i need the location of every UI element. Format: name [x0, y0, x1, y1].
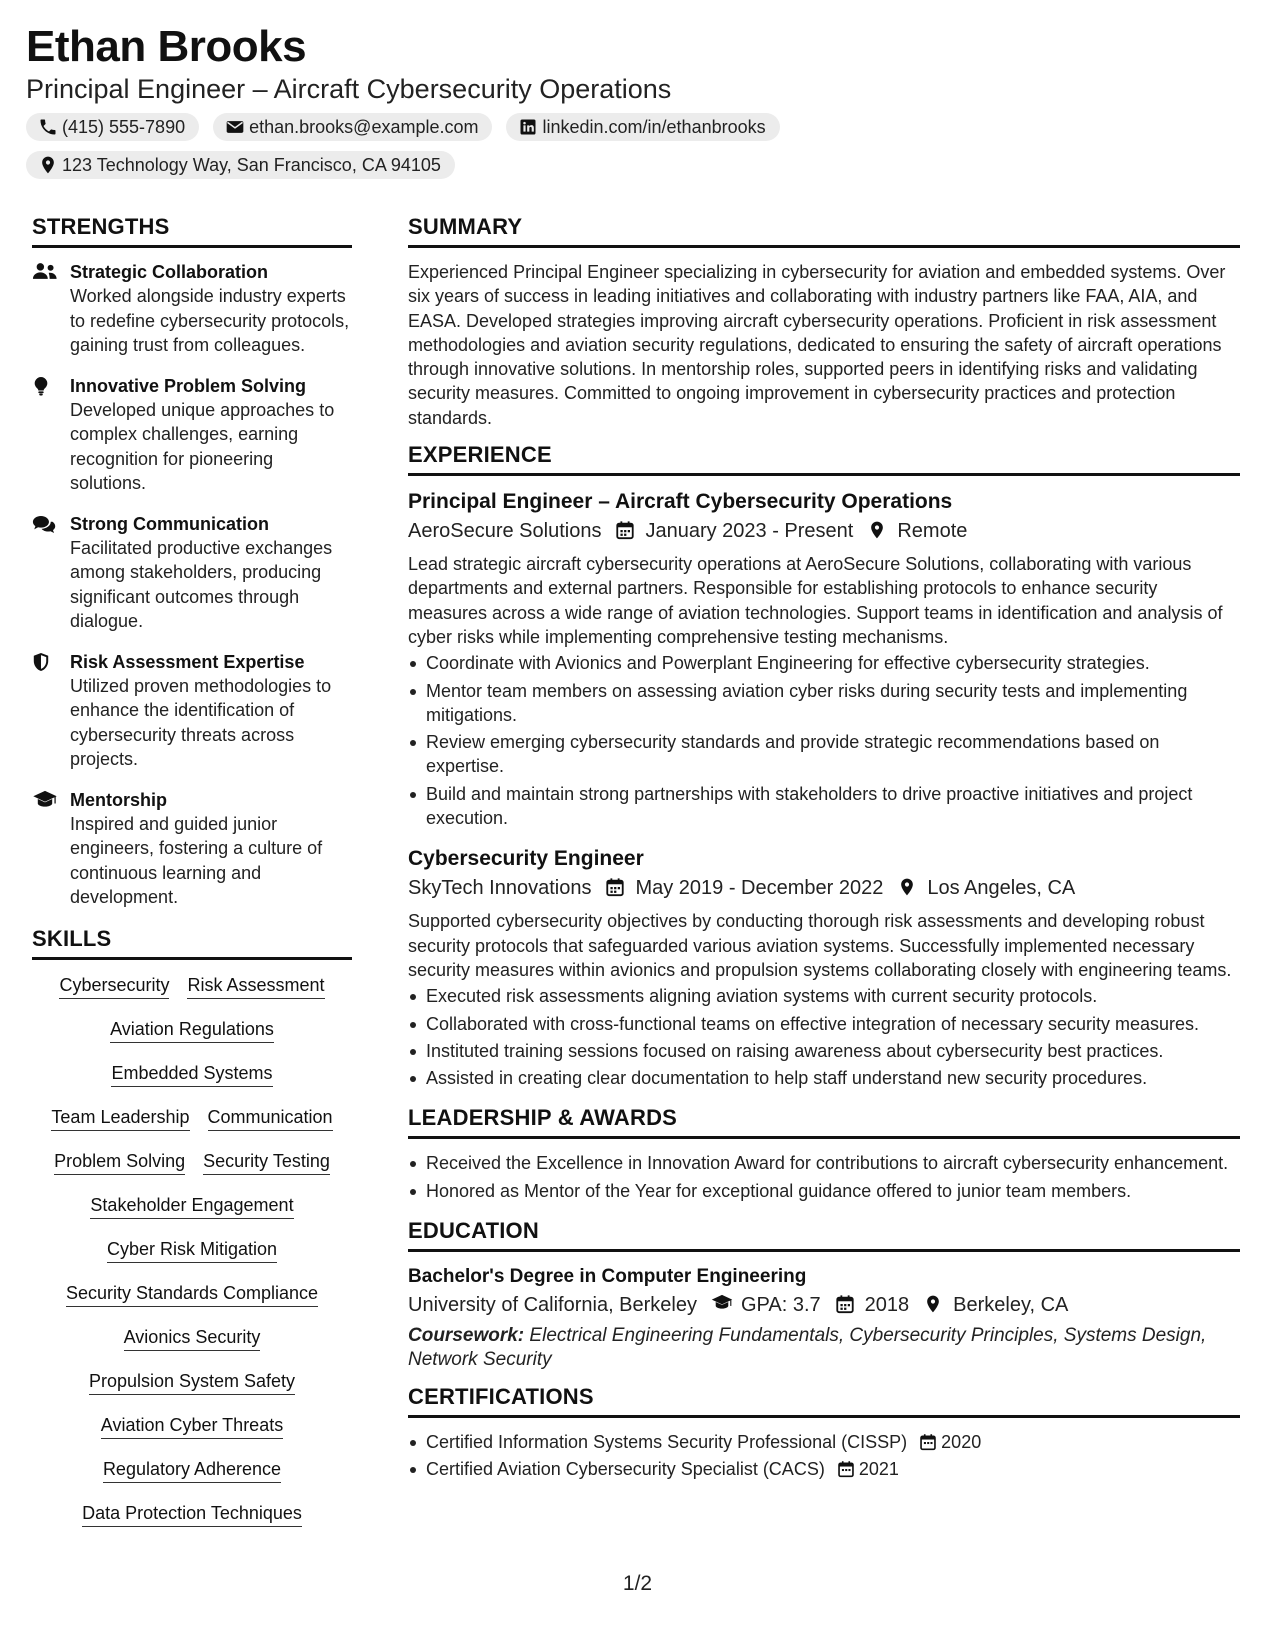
- resume-name: Ethan Brooks: [26, 22, 307, 71]
- job-bullets: [408, 984, 1240, 1090]
- envelope-icon: [225, 117, 245, 137]
- email-chip[interactable]: [213, 113, 492, 141]
- right-column: [408, 214, 1240, 1485]
- resume-headline: Principal Engineer – Aircraft Cybersecurity Operations: [26, 74, 672, 104]
- job-dates: May 2019 - December 2022: [635, 877, 884, 900]
- gpa-text: GPA: 3.7: [741, 1294, 821, 1317]
- graduation-cap-icon: [32, 788, 70, 910]
- skills-list: [32, 972, 352, 1527]
- school-name: University of California, Berkeley: [408, 1294, 697, 1317]
- skill-tag: Cybersecurity: [59, 972, 169, 999]
- map-pin-icon: [867, 520, 889, 542]
- leadership-heading: LEADERSHIP & AWARDS: [408, 1105, 1240, 1139]
- job-description: Lead strategic aircraft cybersecurity operations at AeroSecure Solutions, collaborating with various departments and external partners. Responsible for establishing protocols to enhance security measures across a wide range of aviation technologies. Support teams in identification and analysis of cyber risks while implementing comprehensive testing mechanisms.: [408, 554, 1223, 647]
- certification-name: Certified Information Systems Security Professional (CISSP): [426, 1432, 908, 1453]
- map-pin-icon: [38, 155, 58, 175]
- list-item: [408, 1457, 1240, 1481]
- email-text: ethan.brooks@example.com: [249, 116, 479, 137]
- skill-tag: Regulatory Adherence: [103, 1456, 281, 1483]
- skill-tag: Aviation Regulations: [110, 1016, 274, 1043]
- strength-description: Worked alongside industry experts to redefine cybersecurity protocols, gaining trust from colleagues.: [70, 286, 350, 355]
- leadership-bullets: [408, 1151, 1240, 1203]
- phone-chip[interactable]: [26, 113, 199, 141]
- job-bullets: [408, 651, 1240, 830]
- strength-item: [32, 260, 352, 358]
- phone-text: (415) 555-7890: [62, 116, 186, 137]
- skill-tag: Communication: [208, 1104, 333, 1131]
- education-location: Berkeley, CA: [953, 1294, 1069, 1317]
- list-item: Assisted in creating clear documentation to help staff understand new security procedures.: [408, 1066, 1240, 1090]
- strength-title: Strong Communication: [70, 513, 269, 534]
- strength-item: [32, 788, 352, 910]
- list-item: Mentor team members on assessing aviation cyber risks during security tests and implementing mitigations.: [408, 679, 1240, 728]
- skill-tag: Propulsion System Safety: [89, 1368, 295, 1395]
- list-item: Build and maintain strong partnerships with stakeholders to drive proactive initiatives and project execution.: [408, 782, 1240, 831]
- strength-item: [32, 512, 352, 634]
- strength-title: Innovative Problem Solving: [70, 375, 307, 396]
- certification-year: 2020: [941, 1432, 982, 1453]
- skill-tag: Problem Solving: [54, 1148, 185, 1175]
- strength-description: Inspired and guided junior engineers, fostering a culture of continuous learning and development.: [70, 813, 323, 907]
- degree-title: Bachelor's Degree in Computer Engineering: [408, 1266, 807, 1288]
- strength-item: [32, 374, 352, 496]
- shield-icon: [32, 650, 70, 772]
- map-pin-icon: [923, 1294, 945, 1316]
- education-meta: [408, 1290, 1240, 1320]
- job-title: Principal Engineer – Aircraft Cybersecurity Operations: [408, 490, 953, 514]
- job-meta: [408, 873, 1240, 903]
- list-item: Coordinate with Avionics and Powerplant Engineering for effective cybersecurity strategies.: [408, 651, 1240, 675]
- certification-list: [408, 1430, 1240, 1482]
- skill-tag: Security Testing: [203, 1148, 330, 1175]
- skill-tag: Team Leadership: [51, 1104, 189, 1131]
- summary-text: Experienced Principal Engineer specializing in cybersecurity for aviation and embedded systems. Over six years of success in leading initiatives and collaborating with industry partners like FAA, AIA, and EASA. Developed strategies improving aircraft cybersecurity operations. Proficient in risk assessment methodologies and aviation security regulations, dedicated to ensuring the safety of aircraft operations through innovative solutions. In mentorship roles, supported peers in identifying risks and validating security measures. Committed to ongoing improvement in cybersecurity practices and protection standards.: [408, 262, 1226, 428]
- skill-tag: Aviation Cyber Threats: [101, 1412, 283, 1439]
- job-dates: January 2023 - Present: [645, 520, 854, 543]
- phone-icon: [38, 117, 58, 137]
- job-location: Remote: [897, 520, 968, 543]
- strength-description: Utilized proven methodologies to enhance the identification of cybersecurity threats across projects.: [70, 675, 332, 769]
- job-entry: [408, 488, 1240, 830]
- strength-title: Strategic Collaboration: [70, 262, 269, 282]
- graduation-cap-icon: [711, 1294, 733, 1316]
- list-item: Instituted training sessions focused on raising awareness about cybersecurity best practices.: [408, 1039, 1240, 1063]
- skill-tag: Avionics Security: [124, 1324, 261, 1351]
- certification-year: 2021: [858, 1459, 899, 1480]
- address-text: 123 Technology Way, San Francisco, CA 94105: [62, 154, 441, 175]
- contact-bar: [26, 113, 926, 179]
- strengths-heading: STRENGTHS: [32, 214, 352, 248]
- company-name: SkyTech Innovations: [408, 877, 592, 900]
- skill-tag: Stakeholder Engagement: [90, 1192, 293, 1219]
- calendar-icon: [835, 1294, 857, 1316]
- comments-icon: [32, 512, 70, 634]
- job-location: Los Angeles, CA: [927, 877, 1076, 900]
- strength-item: [32, 650, 352, 772]
- education-heading: EDUCATION: [408, 1218, 1240, 1252]
- calendar-icon: [837, 1460, 855, 1478]
- summary-heading: SUMMARY: [408, 214, 1240, 248]
- strength-title: Risk Assessment Expertise: [70, 651, 305, 672]
- coursework: [408, 1324, 1240, 1372]
- linkedin-chip[interactable]: [506, 113, 779, 141]
- list-item: Received the Excellence in Innovation Award for contributions to aircraft cybersecurity enhancement.: [408, 1151, 1240, 1175]
- certification-name: Certified Aviation Cybersecurity Specialist (CACS): [426, 1459, 825, 1480]
- linkedin-text: linkedin.com/in/ethanbrooks: [542, 116, 766, 137]
- list-item: Review emerging cybersecurity standards and provide strategic recommendations based on expertise.: [408, 730, 1240, 779]
- list-item: Executed risk assessments aligning aviation systems with current security protocols.: [408, 984, 1240, 1008]
- skill-tag: Security Standards Compliance: [66, 1280, 318, 1307]
- left-column: [32, 214, 352, 1527]
- skill-tag: Risk Assessment: [187, 972, 324, 999]
- job-entry: [408, 845, 1240, 1090]
- job-meta: [408, 516, 1240, 546]
- users-icon: [32, 260, 70, 358]
- page-number: 1/2: [622, 1572, 653, 1595]
- coursework-label: Coursework:: [408, 1325, 525, 1347]
- strength-description: Facilitated productive exchanges among stakeholders, producing significant outcomes through dialogue.: [70, 537, 333, 631]
- graduation-year: 2018: [864, 1294, 910, 1317]
- skill-tag: Data Protection Techniques: [82, 1500, 302, 1527]
- lightbulb-icon: [32, 374, 70, 496]
- coursework-text: Electrical Engineering Fundamentals, Cybersecurity Principles, Systems Design, Network Security: [408, 1325, 1207, 1371]
- certifications-heading: CERTIFICATIONS: [408, 1384, 1240, 1418]
- job-title: Cybersecurity Engineer: [408, 847, 644, 871]
- skill-tag: Embedded Systems: [111, 1060, 272, 1087]
- list-item: [408, 1430, 1240, 1454]
- job-description: Supported cybersecurity objectives by conducting thorough risk assessments and developing robust security protocols that safeguarded various aviation systems. Successfully implemented necessary security measures within avionics and propulsion systems collaborating closely with engineering teams.: [408, 911, 1232, 980]
- skills-heading: SKILLS: [32, 926, 352, 960]
- address-chip: [26, 151, 455, 179]
- company-name: AeroSecure Solutions: [408, 520, 602, 543]
- list-item: Collaborated with cross-functional teams on effective integration of necessary security measures.: [408, 1012, 1240, 1036]
- skill-tag: Cyber Risk Mitigation: [107, 1236, 277, 1263]
- calendar-icon: [605, 877, 627, 899]
- calendar-icon: [919, 1433, 937, 1451]
- strength-description: Developed unique approaches to complex challenges, earning recognition for pioneering solutions.: [70, 399, 335, 493]
- list-item: Honored as Mentor of the Year for exceptional guidance offered to junior team members.: [408, 1179, 1240, 1203]
- calendar-icon: [615, 520, 637, 542]
- linkedin-icon: [518, 117, 538, 137]
- experience-heading: EXPERIENCE: [408, 442, 1240, 476]
- strength-title: Mentorship: [70, 789, 167, 810]
- map-pin-icon: [897, 877, 919, 899]
